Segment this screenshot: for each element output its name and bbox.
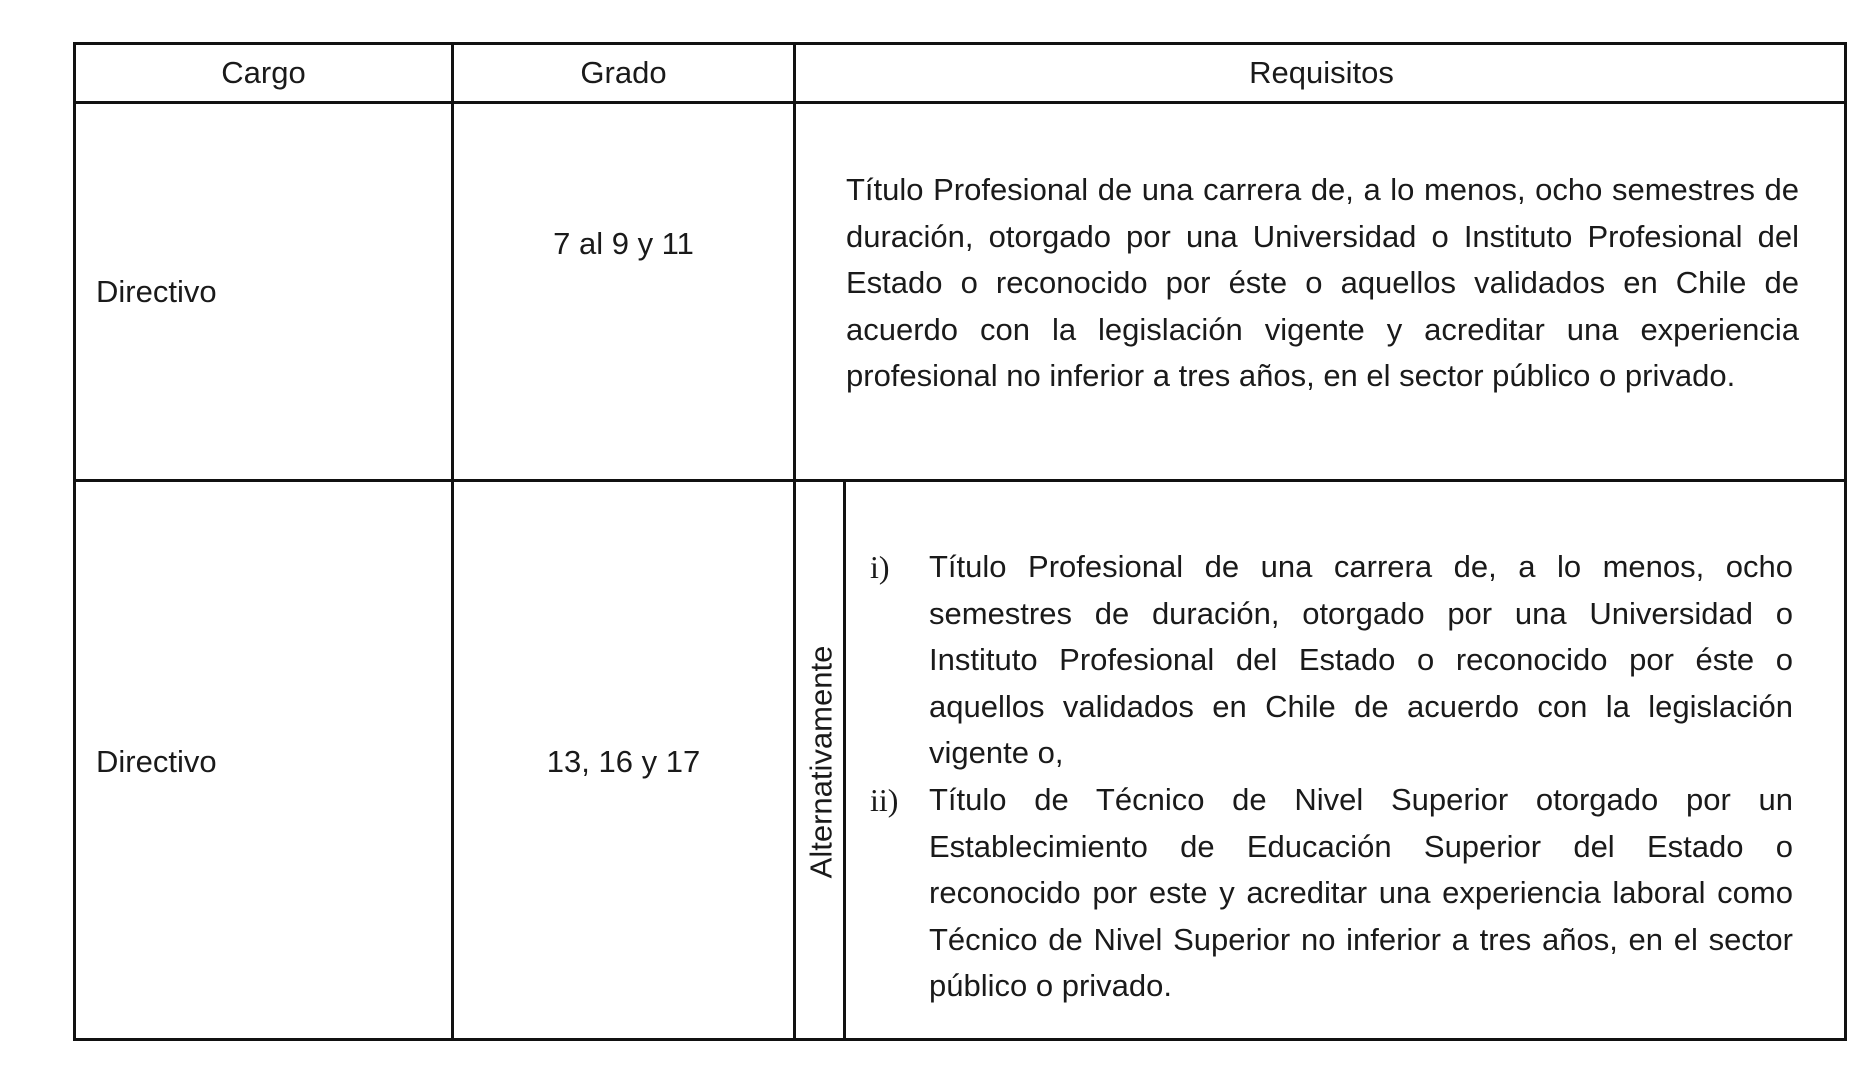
requirement-item-i bbox=[861, 544, 1793, 777]
header-requisitos: Requisitos bbox=[1249, 55, 1394, 90]
row-2-grado: 13, 16 y 17 bbox=[546, 743, 701, 779]
requirements-table bbox=[73, 42, 1847, 1041]
row-1-grado: 7 al 9 y 11 bbox=[553, 226, 694, 261]
header-grado: Grado bbox=[580, 55, 667, 90]
alternativamente-text: Alternativamente bbox=[803, 645, 838, 879]
row-2-cargo: Directivo bbox=[96, 743, 217, 779]
row-1-cargo: Directivo bbox=[96, 273, 217, 309]
header-cargo: Cargo bbox=[221, 55, 306, 90]
item-text-ii: Título de Técnico de Nivel Superior otorgado por un Establecimiento de Educación Superior del Estado o reconocido por este y acreditar una experiencia laboral como Técnico de Nivel Superior no inferior a tres años, en el sector público o privado. bbox=[929, 782, 1793, 1004]
row-1-requisitos: Título Profesional de una carrera de, a lo menos, ocho semestres de duración, otorgado por una Universidad o Instituto Profesional del Estado o reconocido por éste o aquellos validados en Chile de acuerdo con la legislación vigente y acreditar una experiencia profesional no inferior a tres años, en el sector público o privado. bbox=[846, 172, 1799, 394]
alternativamente-label bbox=[796, 482, 846, 1042]
item-marker-i: i) bbox=[870, 549, 890, 585]
requirement-item-ii bbox=[861, 777, 1793, 1010]
item-text-i: Título Profesional de una carrera de, a lo menos, ocho semestres de duración, otorgado por una Universidad o Instituto Profesional del Estado o reconocido por éste o aquellos validados en Chile de acuerdo con la legislación vigente o, bbox=[929, 549, 1793, 771]
item-marker-ii: ii) bbox=[870, 782, 899, 818]
